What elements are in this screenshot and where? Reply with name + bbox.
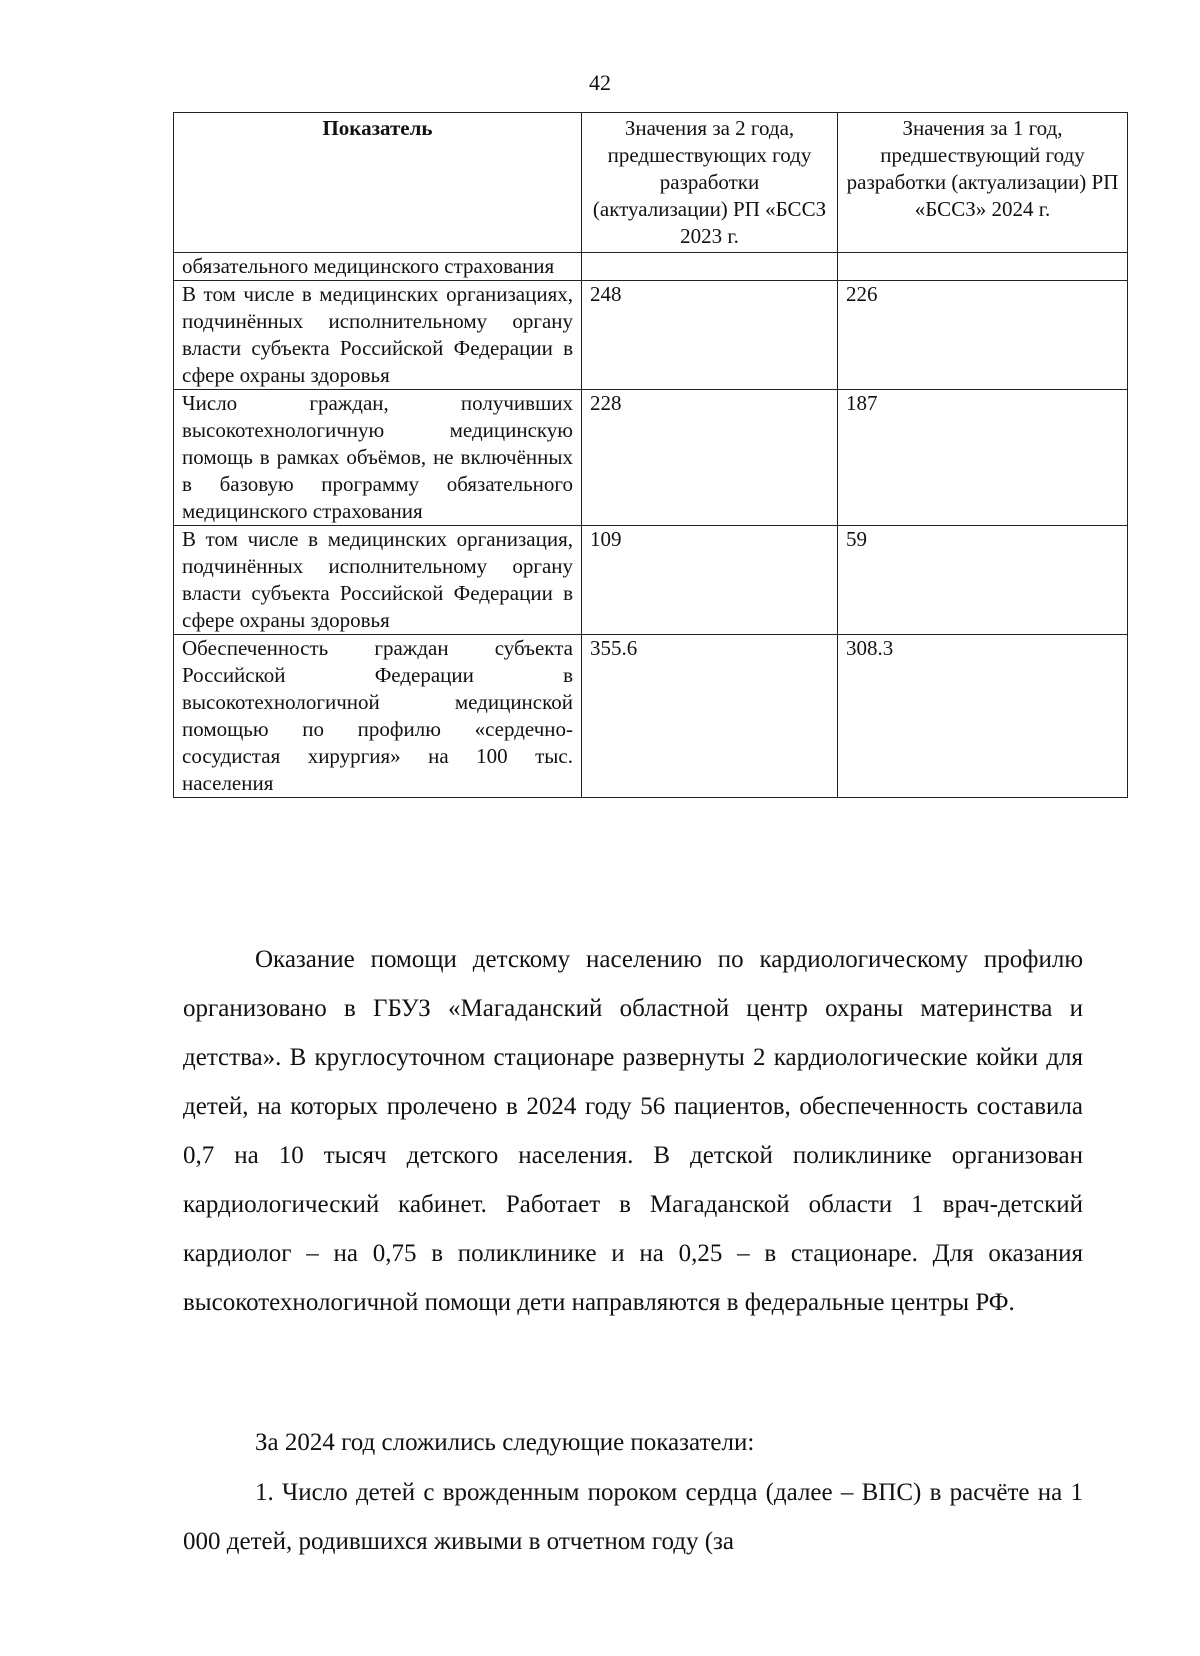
indicator-cell: В том числе в медицинских организациях, подчинённых исполнительному органу власти субъекта Российской Федерации в сфере охраны здоровья: [174, 281, 582, 390]
column-header-indicator: Показатель: [174, 113, 582, 253]
value-2024-cell: 59: [838, 526, 1128, 635]
body-paragraph-container: [183, 1468, 1083, 1566]
value-2024-cell: 226: [838, 281, 1128, 390]
indicator-cell: Число граждан, получивших высокотехнологичную медицинскую помощь в рамках объёмов, не включённых в базовую программу обязательного медицинского страхования: [174, 390, 582, 526]
value-2023-cell: [582, 253, 838, 281]
body-paragraph-container: [183, 935, 1083, 1327]
value-2023-cell: 248: [582, 281, 838, 390]
body-paragraph: За 2024 год сложились следующие показатели:: [255, 1429, 755, 1456]
value-2024-cell: 308.3: [838, 635, 1128, 798]
page-number: 42: [589, 70, 611, 95]
value-2023-cell: 109: [582, 526, 838, 635]
column-header-2024: Значения за 1 год, предшествующий году разработки (актуализации) РП «БССЗ» 2024 г.: [838, 113, 1128, 253]
value-2023-cell: 355.6: [582, 635, 838, 798]
table-row: [174, 526, 1128, 635]
table-row: [174, 390, 1128, 526]
body-paragraph: Оказание помощи детскому населению по кардиологическому профилю организовано в ГБУЗ «Магаданский областной центр охраны материнства и детства». В круглосуточном стационаре развернуты 2 кардиологические койки для детей, на которых пролечено в 2024 году 56 пациентов, обеспеченность составила 0,7 на 10 тысяч детского населения. В детской поликлинике организован кардиологический кабинет. Работает в Магаданской области 1 врач-детский кардиолог – на 0,75 в поликлинике и на 0,25 – в стационаре. Для оказания высокотехнологичной помощи дети направляются в федеральные центры РФ.: [183, 946, 1083, 1316]
indicator-cell: обязательного медицинского страхования: [174, 253, 582, 281]
value-2024-cell: 187: [838, 390, 1128, 526]
indicator-cell: В том числе в медицинских организация, подчинённых исполнительному органу власти субъекта Российской Федерации в сфере охраны здоровья: [174, 526, 582, 635]
indicators-table: [173, 112, 1128, 798]
table-row: [174, 635, 1128, 798]
table-row: [174, 253, 1128, 281]
table-header-row: [174, 113, 1128, 253]
body-paragraph: 1. Число детей с врожденным пороком сердца (далее – ВПС) в расчёте на 1 000 детей, родившихся живыми в отчетном году (за: [183, 1479, 1083, 1555]
table-row: [174, 281, 1128, 390]
body-paragraph-container: [183, 1418, 1083, 1467]
value-2023-cell: 228: [582, 390, 838, 526]
column-header-2023: Значения за 2 года, предшествующих году разработки (актуализации) РП «БССЗ 2023 г.: [582, 113, 838, 253]
value-2024-cell: [838, 253, 1128, 281]
indicator-cell: Обеспеченность граждан субъекта Российской Федерации в высокотехнологичной медицинской помощью по профилю «сердечно-сосудистая хирургия» на 100 тыс. населения: [174, 635, 582, 798]
